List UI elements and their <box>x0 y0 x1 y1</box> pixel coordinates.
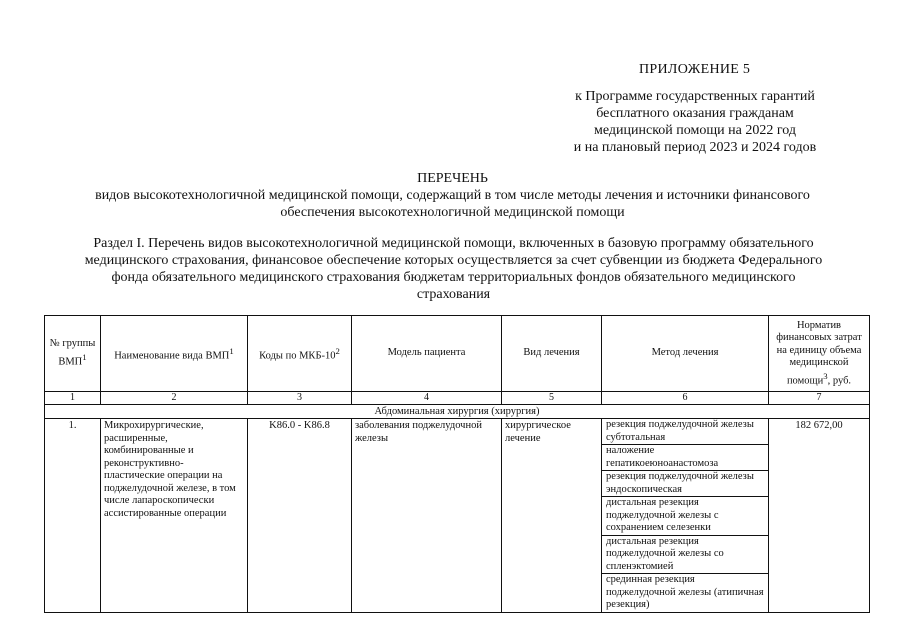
header-icd-codes: Коды по МКБ-$10^2$ <box>248 316 352 392</box>
table-header-row <box>45 316 870 392</box>
row-number: 1. <box>45 419 101 613</box>
appendix-line-2: бесплатного оказания гражданам <box>596 106 794 121</box>
row-norm-value: 182 672,00 <box>769 419 870 613</box>
treatment-method-item: дистальная резекция поджелудочной железы с сохранением селезенки <box>602 497 768 536</box>
appendix-line-4: и на плановый период 2023 и 2024 годов <box>573 140 817 155</box>
column-number: 1 <box>45 392 101 405</box>
header-vmp-name: Наименование вида ВМП$^1$ <box>101 316 248 392</box>
column-number: 3 <box>248 392 352 405</box>
row-patient-model: заболевания поджелудочной железы <box>352 419 502 613</box>
treatment-method-item: резекция поджелудочной железы эндоскопическая <box>602 471 768 497</box>
header-treatment-method: Метод лечения <box>602 316 769 392</box>
appendix-line-1: к Программе государственных гарантий <box>575 89 815 104</box>
row-treatment-methods <box>602 419 769 613</box>
treatment-method-item: дистальная резекция поджелудочной железы со спленэктомией <box>602 536 768 575</box>
column-number: 5 <box>502 392 602 405</box>
treatment-method-item: наложение гепатикоеюноанастомоза <box>602 445 768 471</box>
group-title-row <box>45 405 870 419</box>
section-title-line-2: медицинского страхования, финансовое обеспечение которых осуществляется за счет субвенции из бюджета Федерального <box>84 253 823 268</box>
section-title-line-1: Раздел I. Перечень видов высокотехнологичной медицинской помощи, включенных в базовую программу обязательного <box>93 236 814 251</box>
document-subtitle-line-1: видов высокотехнологичной медицинской помощи, содержащий в том числе методы лечения и источники финансового <box>95 188 810 203</box>
column-number: 7 <box>769 392 870 405</box>
row-icd-codes: K86.0 - K86.8 <box>248 419 352 613</box>
column-number: 4 <box>352 392 502 405</box>
appendix-line-3: медицинской помощи на 2022 год <box>594 123 796 138</box>
column-number-row <box>45 392 870 405</box>
header-norm: Норматив финансовых затрат на единицу объема медицинской помощи$^3$, руб. <box>769 316 870 392</box>
row-vmp-name: Микрохирургические, расширенные, комбинированные и реконструктивно-пластические операции на поджелудочной железе, в том числе лапароскопически ассистированные операции <box>101 419 248 613</box>
section-title-line-3: фонда обязательного медицинского страхования бюджетам территориальных фондов обязательного медицинского <box>111 270 796 285</box>
document-subtitle-line-2: обеспечения высокотехнологичной медицинской помощи <box>280 205 625 220</box>
header-patient-model: Модель пациента <box>352 316 502 392</box>
header-treatment-type: Вид лечения <box>502 316 602 392</box>
appendix-title: ПРИЛОЖЕНИЕ 5 <box>639 62 751 77</box>
document-title: ПЕРЕЧЕНЬ <box>417 171 488 186</box>
treatment-method-item: резекция поджелудочной железы субтотальная <box>602 419 768 445</box>
group-title: Абдоминальная хирургия (хирургия) <box>45 405 870 419</box>
column-number: 2 <box>101 392 248 405</box>
table-row <box>45 419 870 613</box>
treatment-method-item: срединная резекция поджелудочной железы (атипичная резекция) <box>606 574 764 610</box>
vmp-table <box>44 315 870 613</box>
header-group-num: № группы ВМП$^1$ <box>45 316 101 392</box>
column-number: 6 <box>602 392 769 405</box>
section-title-line-4: страхования <box>416 287 491 302</box>
row-treatment-type: хирургическое лечение <box>502 419 602 613</box>
